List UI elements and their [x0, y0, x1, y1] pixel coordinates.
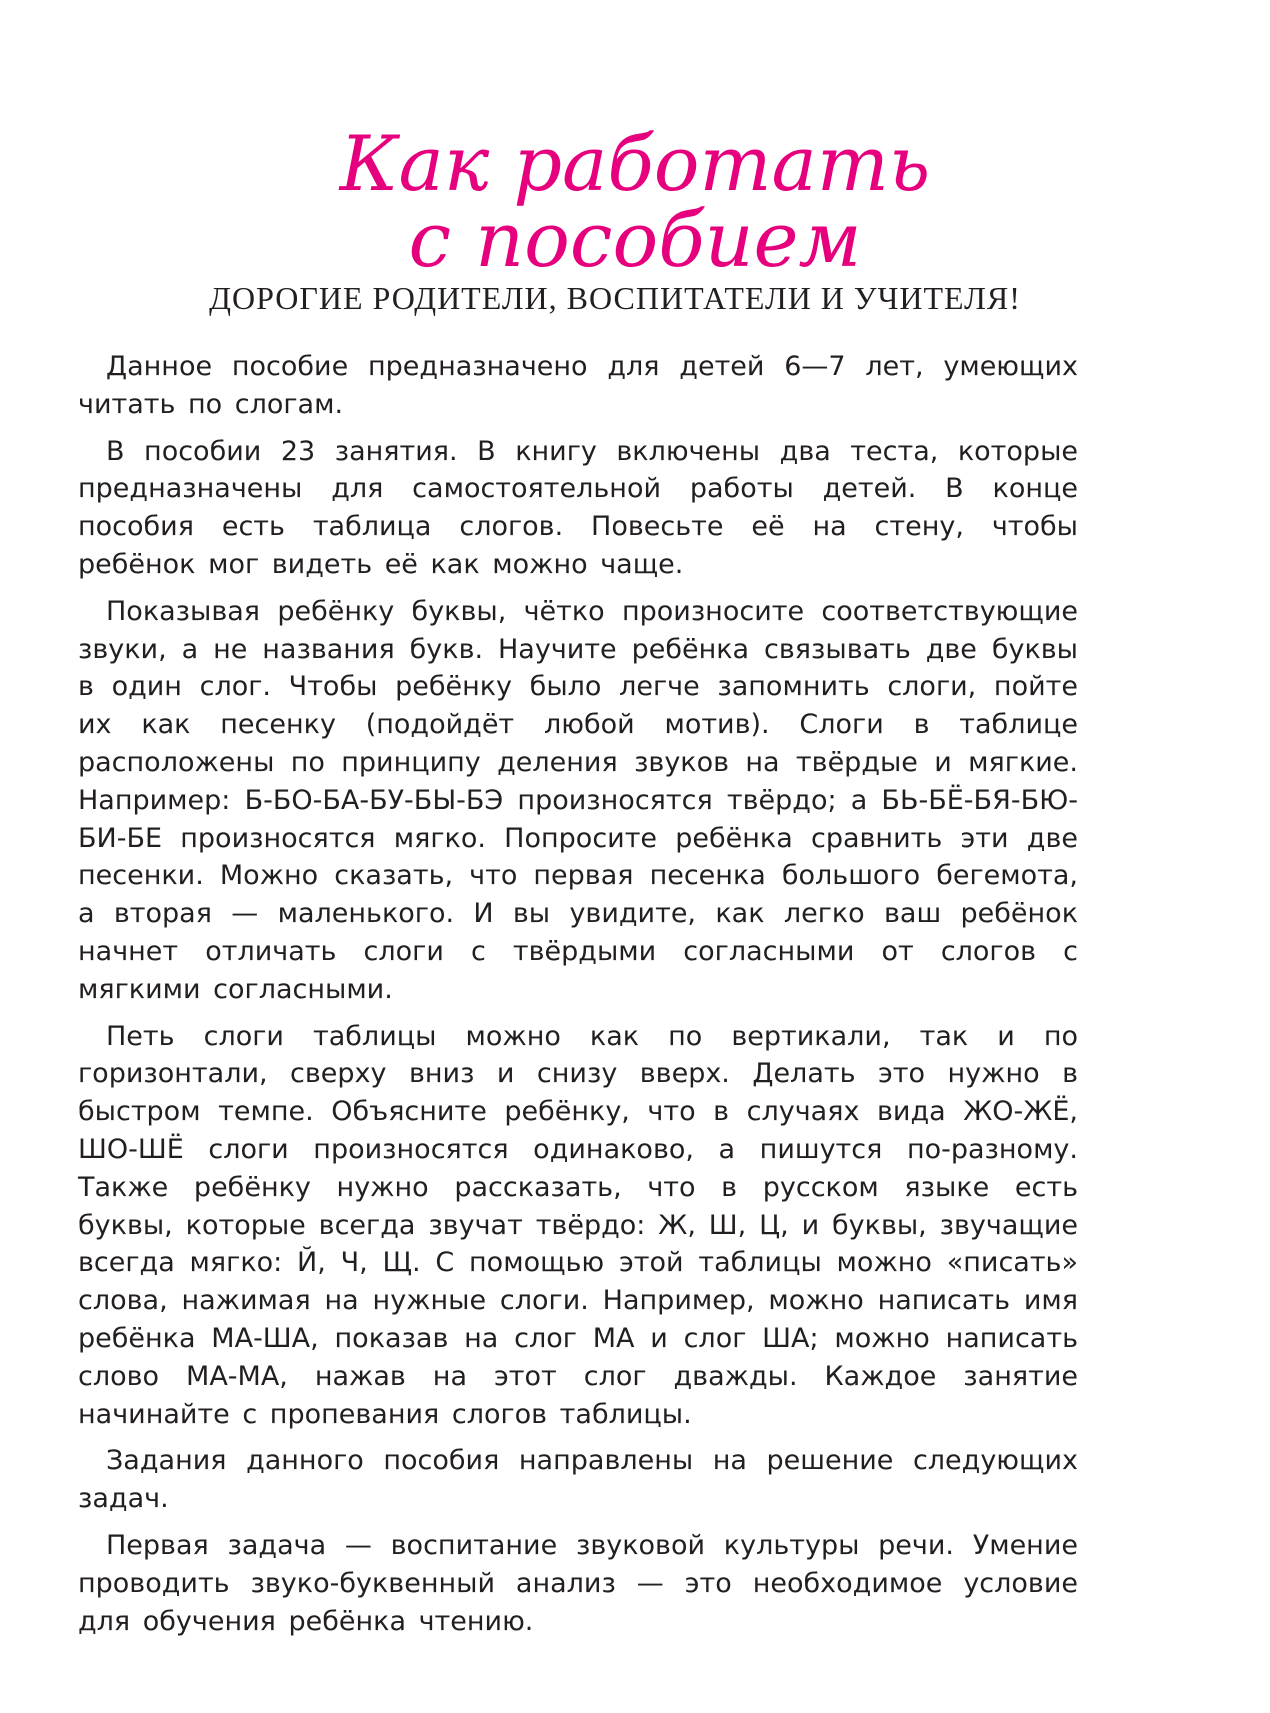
paragraph-6: Первая задача — воспитание звуковой культуры речи. Умение проводить звуко-буквенный анализ — это необходимое условие для обучения ребёнка чтению.	[78, 1529, 1078, 1637]
paragraph-5: Задания данного пособия направлены на решение следующих задач.	[78, 1445, 1078, 1515]
paragraph-3: Показывая ребёнку буквы, чётко произносите соответствующие звуки, а не названия букв. Научите ребёнка связывать две буквы в один слог. Чтобы ребёнку было легче запомнить слоги, пойте их как песенку (подойдёт любой мотив). Слоги в таблице расположены по принципу деления звуков на твёрдые и мягкие. Например: Б-БО-БА-БУ-БЫ-БЭ произносятся твёрдо; а БЬ-БЁ-БЯ-БЮ-БИ-БЕ произносятся мягко. Попросите ребёнка сравнить эти две песенки. Можно сказать, что первая песенка большого бегемота, а вторая — маленького. И вы увидите, как легко ваш ребёнок начнет отличать слоги с твёрдыми согласными от слогов с мягкими согласными.	[78, 595, 1078, 1005]
paragraph-4: Петь слоги таблицы можно как по вертикали, так и по горизонтали, сверху вниз и снизу вверх. Делать это нужно в быстром темпе. Объясните ребёнку, что в случаях вида ЖО-ЖЁ, ШО-ШЁ слоги произносятся одинаково, а пишутся по-разному. Также ребёнку нужно рассказать, что в русском языке есть буквы, которые всегда звучат твёрдо: Ж, Ш, Ц, и буквы, звучащие всегда мягко: Й, Ч, Щ. С помощью этой таблицы можно «писать» слова, нажимая на нужные слоги. Например, можно написать имя ребёнка МА-ША, показав на слог МА и слог ША; можно написать слово МА-МА, нажав на этот слог дважды. Каждое занятие начинайте с пропевания слогов таблицы.	[78, 1020, 1078, 1430]
page-title-line-1: Как работать	[339, 119, 931, 208]
paragraph-2: В пособии 23 занятия. В книгу включены два теста, которые предназначены для самостоятельной работы детей. В конце пособия есть таблица слогов. Повесьте её на стену, чтобы ребёнок мог видеть её как можно чаще.	[78, 435, 1078, 580]
page-subtitle: ДОРОГИЕ РОДИТЕЛИ, ВОСПИТАТЕЛИ И УЧИТЕЛЯ!	[209, 280, 1021, 316]
paragraph-1: Данное пособие предназначено для детей 6—7 лет, умеющих читать по слогам.	[78, 351, 1078, 420]
page-title-line-2: с пособием	[408, 195, 862, 284]
body-text	[78, 348, 1078, 1649]
